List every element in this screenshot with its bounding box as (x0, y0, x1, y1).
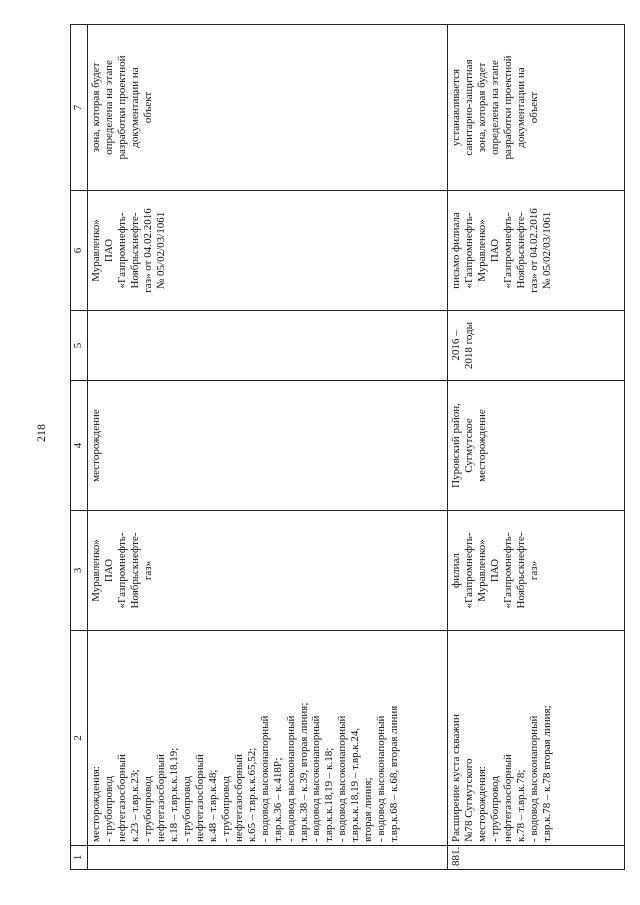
cell-line: №78 Сугмутского (462, 758, 475, 842)
cell-line: Муравленко» (475, 539, 488, 602)
cell-line: Пуровский район, (450, 403, 462, 488)
cell-line: к.23 – т.вр.к.23; (128, 769, 141, 842)
cell-line: - водовод высоконапорный (527, 715, 540, 842)
cell-line: - трубопровод (180, 776, 193, 842)
rotated-table-container (70, 25, 625, 870)
cell-line: «Газпромнефть- (462, 532, 475, 609)
cell-line: газ» (141, 560, 154, 581)
cell-line: т.вр.к.36 – к.418Р; (271, 757, 284, 842)
cell-line: к.18 – т.вр.к.к.18,19; (167, 747, 180, 842)
cell-line: нефтегазосборный (501, 754, 514, 842)
cell-line: зона, которая будет (90, 62, 102, 153)
zone-cell (448, 25, 625, 191)
basis-cell (448, 191, 625, 311)
cell-line: объект (527, 91, 540, 124)
header-cell: 4 (71, 381, 88, 511)
cell-line: т.вр.к.38 – к.39, вторая линия; (297, 702, 310, 842)
row-number-cell: 881. (448, 846, 625, 870)
period-cell (88, 311, 448, 381)
cell-line: - водовод высоконапорный (375, 715, 388, 842)
page-number: 218 (34, 424, 48, 442)
cell-line: газ» (527, 560, 540, 581)
cell-line: устанавливается (450, 68, 462, 147)
cell-line: ПАО (488, 238, 501, 263)
object-cell (448, 631, 625, 846)
cell-line: определена на этапе (102, 60, 115, 155)
cell-line: - водовод высоконапорный (310, 715, 323, 842)
cell-line: нефтегазосборный (115, 754, 128, 842)
cell-line: «Газпромнефть- (501, 212, 514, 289)
cell-line: - водовод высоконапорный (336, 715, 349, 842)
cell-line: Ноябрьскнефте- (514, 212, 527, 289)
zone-cell (88, 25, 448, 191)
cell-line: нефтегазосборный (232, 754, 245, 842)
customer-cell (448, 511, 625, 631)
cell-line: - трубопровод (219, 776, 232, 842)
cell-line: к.78 – т.вр.к.78; (514, 769, 527, 842)
cell-line: нефтегазосборный (193, 754, 206, 842)
cell-line: - трубопровод (141, 776, 154, 842)
cell-line: Муравленко» (475, 219, 488, 282)
header-cell: 3 (71, 511, 88, 631)
header-cell: 7 (71, 25, 88, 191)
header-cell: 6 (71, 191, 88, 311)
cell-line: определена на этапе (488, 60, 501, 155)
cell-line: т.вр.к.78 – к.78 вторая линия; (540, 705, 553, 842)
cell-line: Сугмутское (462, 418, 475, 473)
cell-line: к.65 – т.вр.к.к.65,52; (245, 747, 258, 842)
cell-line: письмо филиала (450, 212, 462, 289)
cell-line: филиал (450, 553, 462, 588)
table-row (88, 25, 448, 870)
header-cell: 1 (71, 846, 88, 870)
basis-cell (88, 191, 448, 311)
cell-line: вторая линия; (362, 777, 375, 842)
cell-line: «Газпромнефть- (501, 532, 514, 609)
cell-line: № 05/02/03/1061 (154, 211, 167, 290)
object-cell (88, 631, 448, 846)
customer-cell (88, 511, 448, 631)
cell-line: месторождения: (475, 766, 488, 842)
cell-line: т.вр.к.к.18,19 – т.вр.к.24, (349, 727, 362, 842)
cell-line: газ» от 04.02.2016 (527, 208, 540, 293)
cell-line: - водовод высоконапорный (258, 715, 271, 842)
cell-line: «Газпромнефть- (115, 212, 128, 289)
cell-line: ПАО (488, 558, 501, 583)
header-row (71, 25, 88, 870)
cell-line: санитарно-защитная (462, 59, 475, 156)
cell-line: т.вр.к.68 – к.68, вторая линия (388, 705, 401, 842)
location-cell (448, 381, 625, 511)
cell-line: месторождение (475, 409, 488, 482)
cell-line: т.вр.к.к.18,19 – к.18; (323, 747, 336, 842)
cell-line: месторождение (90, 409, 102, 482)
cell-line: № 05/02/03/1061 (540, 211, 553, 290)
table-row (448, 25, 625, 870)
location-cell (88, 381, 448, 511)
cell-line: к.48 – т.вр.к.48; (206, 769, 219, 842)
cell-line: - водовод высоконапорный (284, 715, 297, 842)
cell-line: 2018 годы (462, 321, 475, 370)
cell-line: нефтегазосборный (154, 754, 167, 842)
period-cell (448, 311, 625, 381)
header-cell: 2 (71, 631, 88, 846)
cell-line: Расширение куста скважин (450, 714, 462, 842)
cell-line: Муравленко» (90, 219, 102, 282)
cell-line: Ноябрьскнефте- (128, 532, 141, 609)
cell-line: 2016 – (450, 330, 462, 361)
cell-line: - трубопровод (102, 776, 115, 842)
cell-line: Ноябрьскнефте- (514, 532, 527, 609)
cell-line: месторождения: (90, 766, 102, 842)
cell-line: объект (141, 91, 154, 124)
cell-line: Ноябрьскнефте- (128, 212, 141, 289)
cell-line: ПАО (102, 558, 115, 583)
cell-line: документации на (128, 67, 141, 148)
document-table (70, 24, 625, 870)
cell-line: «Газпромнефть- (462, 212, 475, 289)
cell-line: - трубопровод (488, 776, 501, 842)
cell-line: «Газпромнефть- (115, 532, 128, 609)
header-cell: 5 (71, 311, 88, 381)
cell-line: документации на (514, 67, 527, 148)
cell-line: разработки проектной (115, 55, 128, 160)
cell-line: ПАО (102, 238, 115, 263)
cell-line: разработки проектной (501, 55, 514, 160)
cell-line: зона, которая будет (475, 62, 488, 153)
row-number-cell (88, 846, 448, 870)
cell-line: газ» от 04.02.2016 (141, 208, 154, 293)
cell-line: Муравленко» (90, 539, 102, 602)
